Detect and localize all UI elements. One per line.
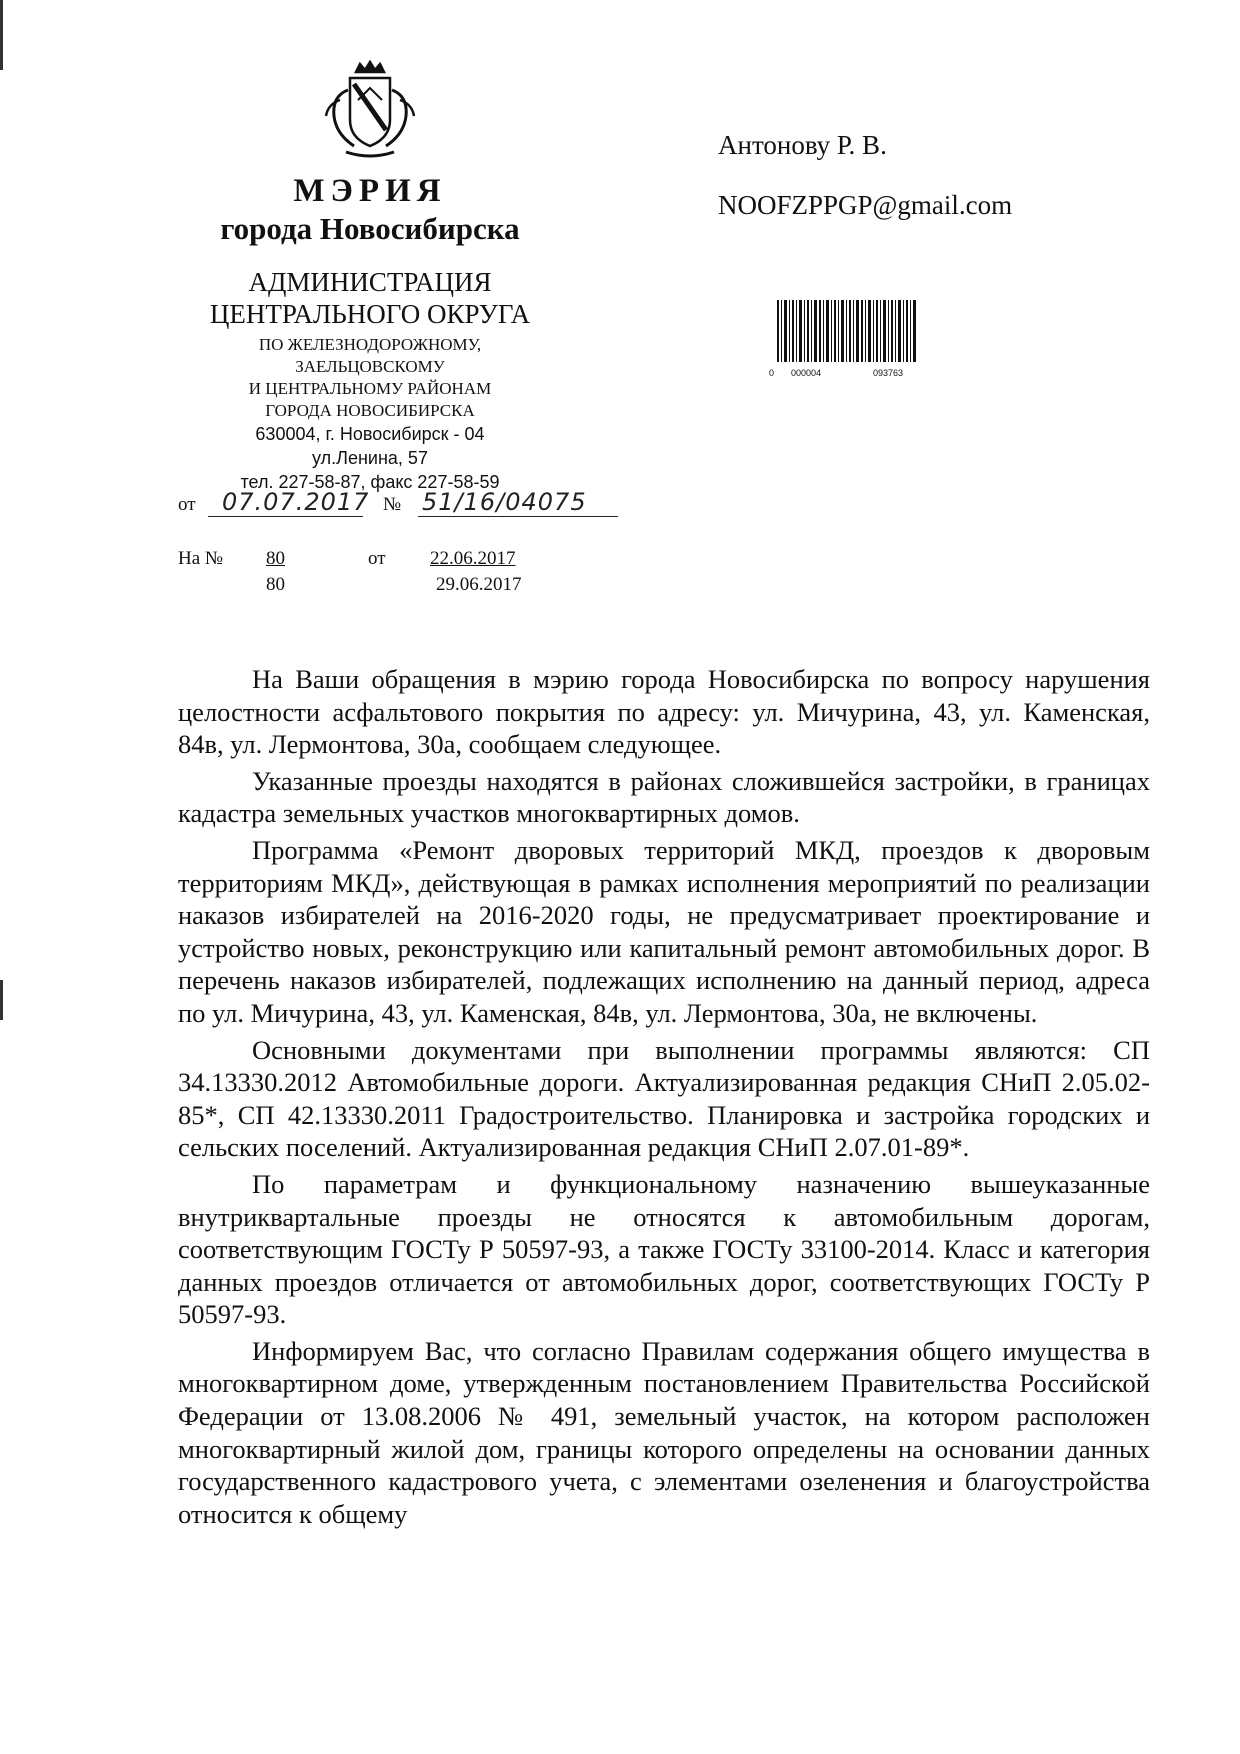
barcode-icon (777, 298, 917, 368)
recipient-email: NOOFZPPGP@gmail.com (718, 190, 1013, 220)
incoming-from-label: от (368, 548, 386, 569)
incoming-number: 80 (266, 548, 285, 569)
phone-line: тел. 227-58-87, факс 227-58-59 (240, 472, 500, 492)
incoming-reference (178, 548, 598, 608)
address-line: ул.Ленина, 57 (312, 448, 428, 468)
address-line: 630004, г. Новосибирск - 04 (255, 424, 485, 444)
districts-line: ЗАЕЛЬЦОВСКОМУ (295, 357, 445, 376)
outgoing-reference (178, 488, 618, 522)
body-paragraph: Информируем Вас, что согласно Правилам содержания общего имущества в многоквартирном доме, утвержденным постановлением Правительства Российской Федерации от 13.08.2006 № 491, земельный участок, на котором расположен многоквартирный жилой дом, границы которого определены на основании данных государственного кадастрового учета, с элементами озеленения и благоустройства относится к общему (178, 1335, 1150, 1529)
scan-edge-mark (0, 980, 3, 1020)
barcode-right-code: 093763 (873, 368, 904, 378)
org-name: МЭРИЯ (293, 173, 447, 209)
letterhead (165, 60, 575, 494)
outgoing-number-label: № (383, 494, 402, 515)
letter-body (178, 663, 1150, 1534)
date-underline (208, 516, 363, 517)
body-paragraph: Указанные проезды находятся в районах сложившейся застройки, в границах кадастра земельных участков многоквартирных домов. (178, 765, 1150, 829)
body-paragraph: По параметрам и функциональному назначению вышеуказанные внутриквартальные проезды не относятся к автомобильным дорогам, соответствующим ГОСТу Р 50597-93, а также ГОСТу 33100-2014. Класс и категория данных проездов отличается от автомобильных дорог, соответствующих ГОСТу Р 50597-93. (178, 1168, 1150, 1330)
scan-edge-mark (0, 0, 3, 70)
districts-line: И ЦЕНТРАЛЬНОМУ РАЙОНАМ (248, 379, 492, 398)
incoming-date: 22.06.2017 (430, 548, 516, 569)
body-paragraph: Основными документами при выполнении программы являются: СП 34.13330.2012 Автомобильные дороги. Актуализированная редакция СНиП 2.05.02-85*, СП 42.13330.2011 Градостроительство. Планировка и застройка городских и сельских поселений. Актуализированная редакция СНиП 2.07.01-89*. (178, 1034, 1150, 1163)
recipient-name: Антонову Р. В. (718, 130, 887, 160)
barcode (769, 298, 917, 378)
outgoing-date: 07.07.2017 (222, 488, 370, 516)
outgoing-number: 51/16/04075 (422, 488, 587, 516)
body-paragraph: На Ваши обращения в мэрию города Новосибирска по вопросу нарушения целостности асфальтового покрытия по адресу: ул. Мичурина, 43, ул. Каменская, 84в, ул. Лермонтова, 30а, сообщаем следующее. (178, 664, 1150, 760)
coat-of-arms-icon (310, 60, 430, 160)
number-underline (418, 516, 618, 517)
org-city: города Новосибирска (220, 211, 520, 246)
incoming-date: 29.06.2017 (436, 574, 522, 595)
districts-line: ПО ЖЕЛЕЗНОДОРОЖНОМУ, (258, 335, 482, 354)
recipient-block (718, 128, 1012, 222)
incoming-number: 80 (266, 574, 285, 595)
body-paragraph: Программа «Ремонт дворовых территорий МКД, проездов к дворовым территориям МКД», действующая в рамках исполнения мероприятий по реализации наказов избирателей на 2016-2020 годы, не предусматривает проектирование и устройство новых, реконструкцию или капитальный ремонт автомобильных дорог. В перечень наказов избирателей, подлежащих исполнению на данный период, адреса по ул. Мичурина, 43, ул. Каменская, 84в, ул. Лермонтова, 30а, не включены. (178, 834, 1150, 1028)
incoming-label: На № (178, 548, 224, 569)
districts-line: ГОРОДА НОВОСИБИРСКА (265, 401, 475, 420)
barcode-middle-code: 000004 (791, 368, 822, 378)
barcode-left-digit: 0 (769, 368, 775, 378)
admin-subtitle: ЦЕНТРАЛЬНОГО ОКРУГА (209, 299, 531, 329)
admin-title: АДМИНИСТРАЦИЯ (248, 267, 492, 297)
outgoing-date-label: от (178, 494, 196, 515)
